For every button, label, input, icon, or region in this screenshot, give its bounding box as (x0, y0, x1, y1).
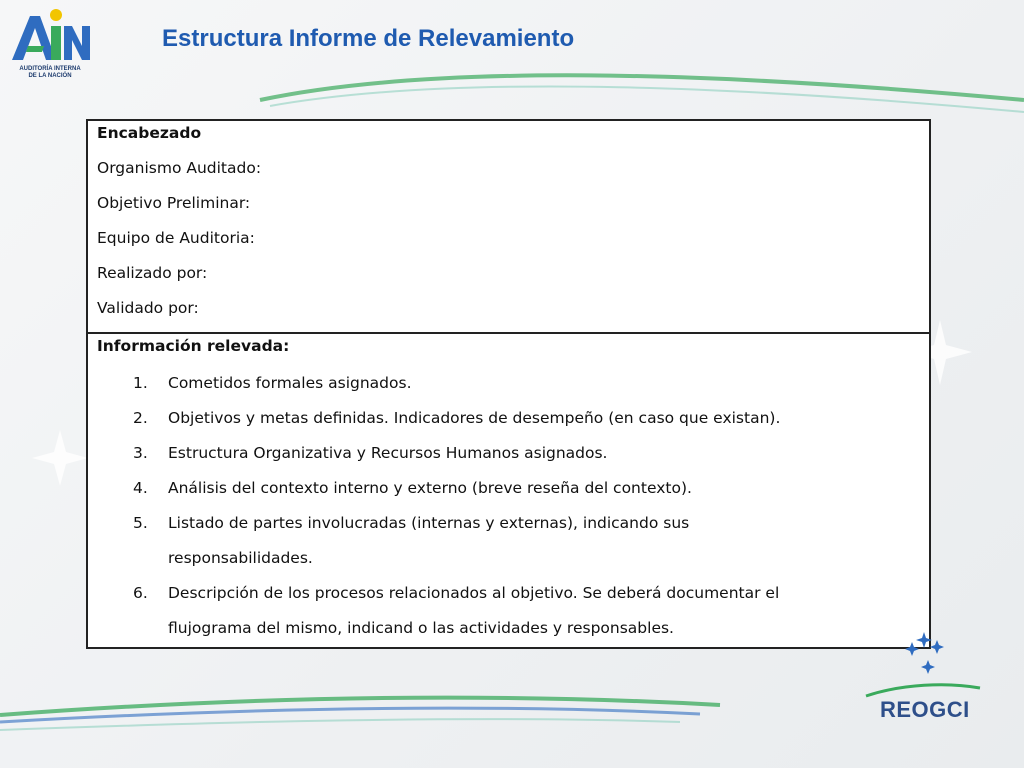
list-item-text: Descripción de los procesos relacionados al objetivo. Se deberá documentar el (168, 584, 780, 602)
logo-subtext-line1: AUDITORÍA INTERNA (19, 66, 81, 72)
ain-logo-mark (8, 6, 92, 66)
reogci-wordmark: REOGCI (880, 697, 970, 722)
encabezado-heading: Encabezado (97, 124, 202, 142)
list-item-text: Cometidos formales asignados. (168, 374, 412, 392)
list-item-text: Estructura Organizativa y Recursos Humanos asignados. (168, 444, 608, 462)
field-realizado-por: Realizado por: (97, 264, 208, 282)
list-item-text-continued: flujograma del mismo, indicand o las actividades y responsables. (168, 619, 674, 637)
logo-subtext (8, 66, 92, 80)
list-item-text-continued: responsabilidades. (168, 549, 313, 567)
reogci-logo (862, 630, 992, 730)
logo-subtext-line2: DE LA NACIÓN (28, 73, 72, 79)
field-organismo-auditado: Organismo Auditado: (97, 159, 262, 177)
informacion-section (88, 334, 929, 647)
list-item-text: Objetivos y metas definidas. Indicadores de desempeño (en caso que existan). (168, 409, 781, 427)
ain-logo (8, 6, 92, 86)
list-item-number: 4. (133, 479, 148, 497)
report-structure-table (86, 119, 931, 649)
field-objetivo-preliminar: Objetivo Preliminar: (97, 194, 251, 212)
informacion-heading: Información relevada: (97, 337, 290, 355)
list-item-number: 3. (133, 444, 148, 462)
list-item-number: 5. (133, 514, 148, 532)
encabezado-section (88, 121, 929, 334)
list-item-number: 1. (133, 374, 148, 392)
reogci-logo-mark (862, 630, 992, 700)
list-item-number: 2. (133, 409, 148, 427)
page-title: Estructura Informe de Relevamiento (162, 25, 575, 52)
list-item-text: Análisis del contexto interno y externo (breve reseña del contexto). (168, 479, 692, 497)
list-item-text: Listado de partes involucradas (internas y externas), indicando sus (168, 514, 690, 532)
field-validado-por: Validado por: (97, 299, 199, 317)
field-equipo-auditoria: Equipo de Auditoria: (97, 229, 255, 247)
list-item-number: 6. (133, 584, 148, 602)
